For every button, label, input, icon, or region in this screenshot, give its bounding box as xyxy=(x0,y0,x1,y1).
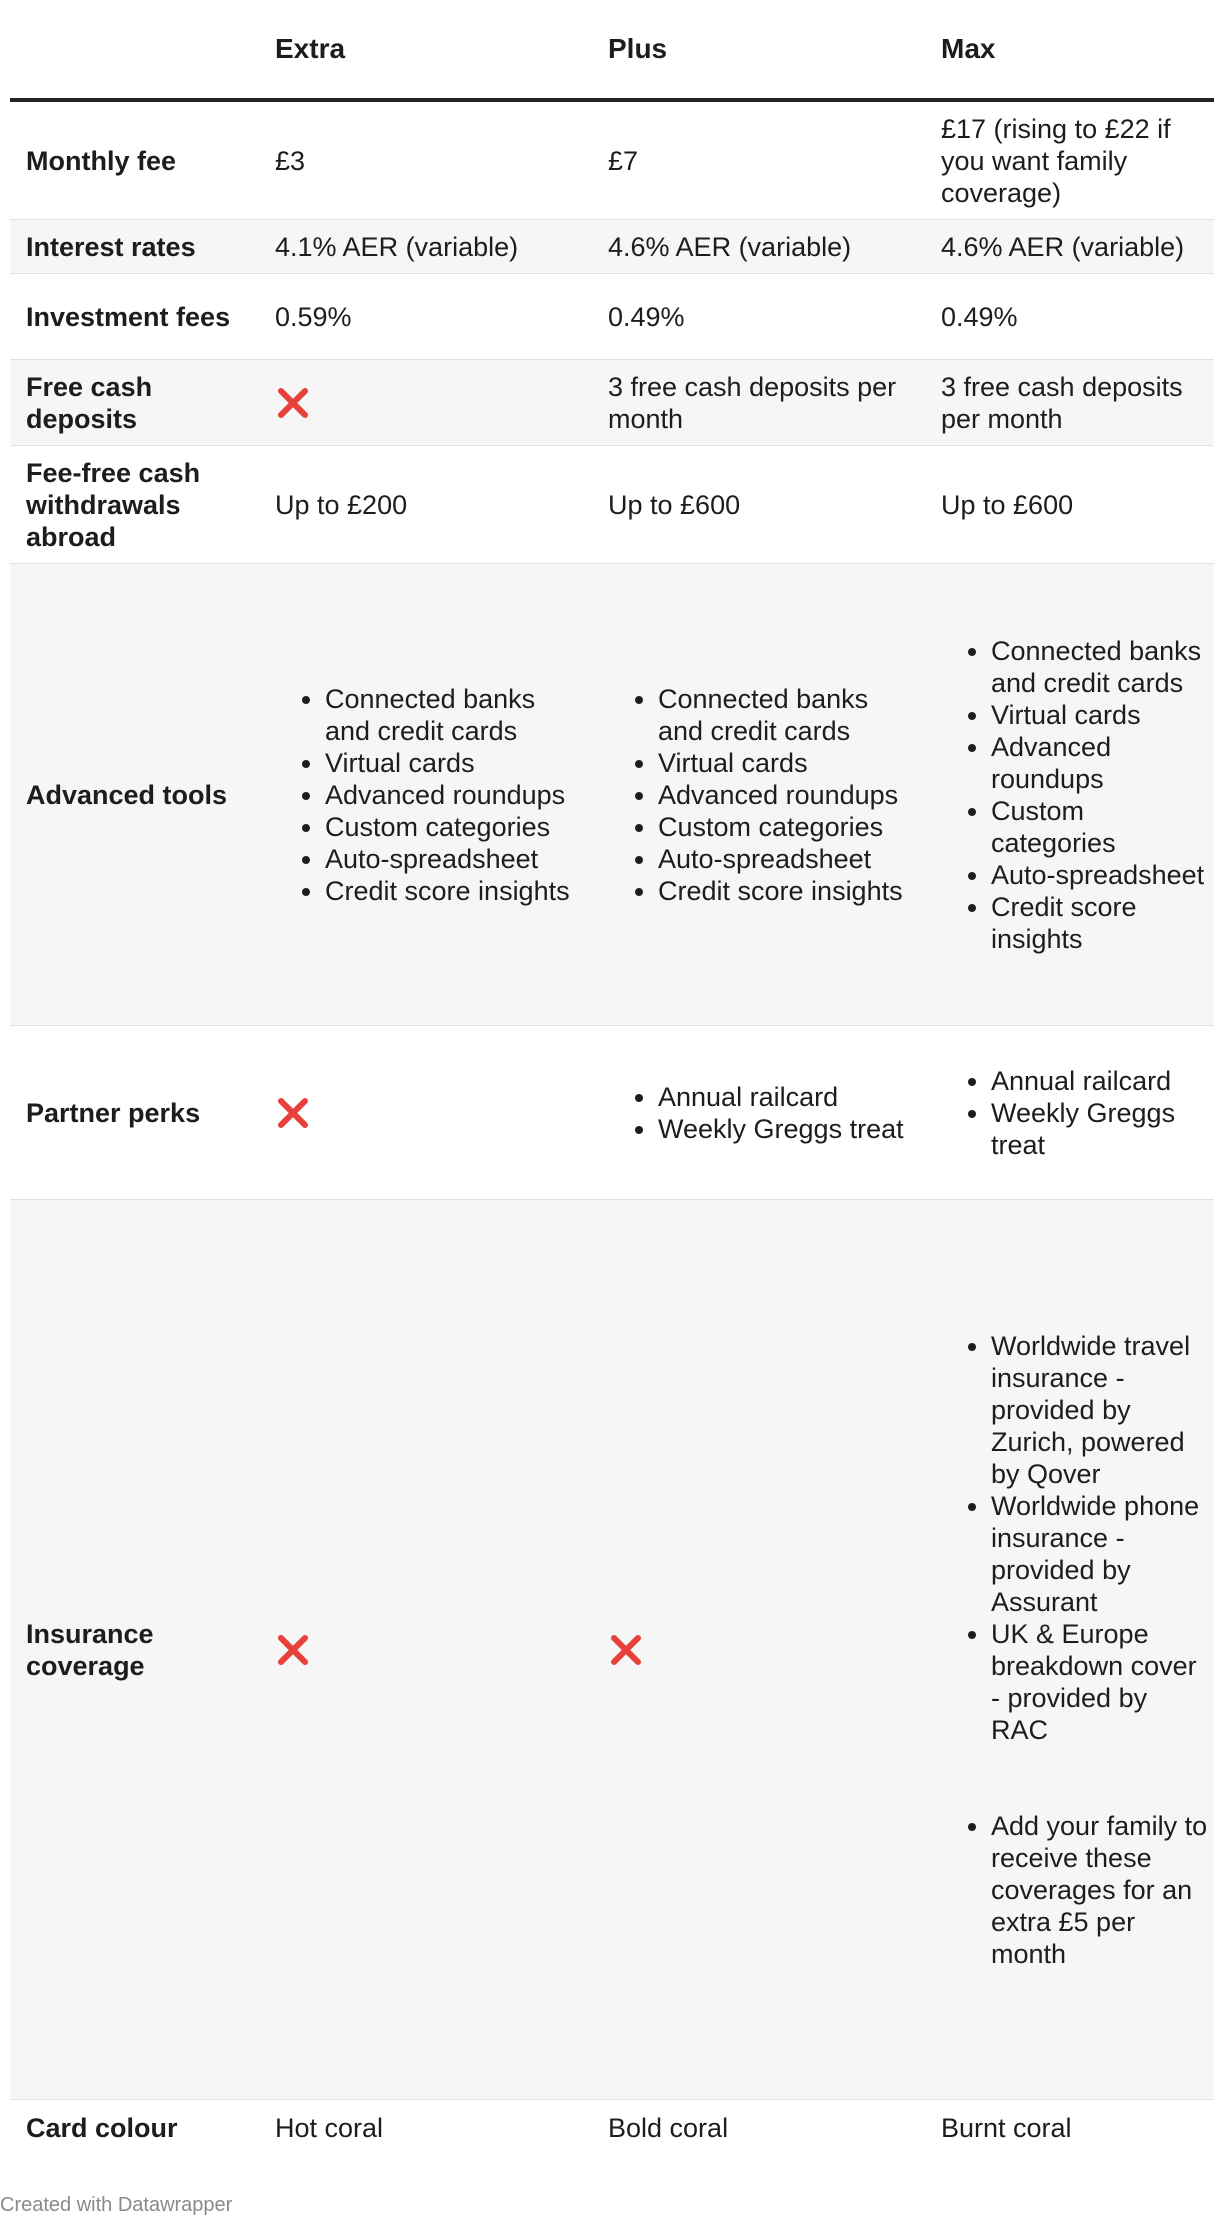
row-label-card-colour: Card colour xyxy=(26,2112,178,2143)
list-item: • Weekly Greggs treat xyxy=(991,1097,1208,1161)
list-item: • Auto-spreadsheet xyxy=(991,859,1208,891)
cell-interest-extra: 4.1% AER (variable) xyxy=(249,220,582,274)
cell-cash-extra xyxy=(249,360,582,446)
cell-colour-extra: Hot coral xyxy=(275,2112,384,2143)
cell-tools-plus xyxy=(582,564,915,1026)
list-item: • Weekly Greggs treat xyxy=(658,1113,909,1145)
table-row-monthly-fee xyxy=(10,100,1214,220)
list-item: • Advanced roundups xyxy=(658,779,909,811)
list-item: • Auto-spreadsheet xyxy=(658,843,909,875)
cell-cash-plus: 3 free cash deposits per month xyxy=(582,360,915,446)
table-row-insurance xyxy=(10,1200,1214,2100)
row-label-monthly-fee: Monthly fee xyxy=(10,100,249,220)
list-item: • Credit score insights xyxy=(325,875,576,907)
cell-insurance-plus xyxy=(582,1200,915,2100)
table-row-investment-fees xyxy=(10,274,1214,360)
list-item: • UK & Europe breakdown cover - provided by RAC xyxy=(991,1618,1208,1746)
table-row-card-colour xyxy=(10,2100,1214,2156)
list-item: • Custom categories xyxy=(991,795,1208,859)
list-item: • Custom categories xyxy=(325,811,576,843)
list-item: • Credit score insights xyxy=(991,891,1208,955)
list-item: • Connected banks and credit cards xyxy=(658,683,909,747)
cell-monthly-fee-max: £17 (rising to £22 if you want family coverage) xyxy=(915,100,1214,220)
cross-icon xyxy=(275,386,309,420)
list-item: • Worldwide phone insurance - provided by Assurant xyxy=(991,1490,1208,1618)
cross-icon xyxy=(275,1096,309,1130)
list-item: • Annual railcard xyxy=(658,1081,909,1113)
datawrapper-credit: Created with Datawrapper xyxy=(0,2194,233,2216)
list-item: • Virtual cards xyxy=(325,747,576,779)
row-label-free-cash-deposits: Free cash deposits xyxy=(10,360,249,446)
list-item: • Connected banks and credit cards xyxy=(325,683,576,747)
list-item: • Custom categories xyxy=(658,811,909,843)
tools-list-extra xyxy=(275,683,576,907)
plan-header-extra: Extra xyxy=(249,0,582,100)
cell-investment-max: 0.49% xyxy=(915,274,1214,360)
table-row-partner-perks xyxy=(10,1026,1214,1200)
row-label-investment-fees: Investment fees xyxy=(10,274,249,360)
cell-interest-plus: 4.6% AER (variable) xyxy=(582,220,915,274)
cell-perks-extra xyxy=(249,1026,582,1200)
row-label-partner-perks: Partner perks xyxy=(10,1026,249,1200)
cell-investment-plus: 0.49% xyxy=(582,274,915,360)
insurance-list-max xyxy=(941,1330,1208,1746)
cell-investment-extra: 0.59% xyxy=(249,274,582,360)
cell-insurance-extra xyxy=(249,1200,582,2100)
table-header-row xyxy=(10,0,1214,100)
list-item: • Connected banks and credit cards xyxy=(991,635,1208,699)
table-row-withdrawals xyxy=(10,446,1214,564)
cell-tools-max xyxy=(915,564,1214,1026)
cross-icon xyxy=(608,1633,642,1667)
row-label-withdrawals: Fee-free cash withdrawals abroad xyxy=(10,446,249,564)
table-row-interest-rates xyxy=(10,220,1214,274)
list-item: • Annual railcard xyxy=(991,1065,1208,1097)
tools-list-plus xyxy=(608,683,909,907)
cell-cash-max: 3 free cash deposits per month xyxy=(915,360,1214,446)
perks-list-plus xyxy=(608,1081,909,1145)
cell-withdraw-extra: Up to £200 xyxy=(249,446,582,564)
cell-interest-max: 4.6% AER (variable) xyxy=(915,220,1214,274)
list-item: • Virtual cards xyxy=(658,747,909,779)
cell-monthly-fee-extra: £3 xyxy=(249,100,582,220)
insurance-family-list-max xyxy=(941,1810,1208,1970)
cell-colour-plus: Bold coral xyxy=(608,2112,729,2143)
perks-list-max xyxy=(941,1065,1208,1161)
list-item: • Virtual cards xyxy=(991,699,1208,731)
cross-icon xyxy=(275,1633,309,1667)
cell-monthly-fee-plus: £7 xyxy=(582,100,915,220)
list-item: • Advanced roundups xyxy=(325,779,576,811)
row-label-advanced-tools: Advanced tools xyxy=(10,564,249,1026)
cell-withdraw-plus: Up to £600 xyxy=(582,446,915,564)
corner-header xyxy=(10,0,249,100)
cell-perks-max xyxy=(915,1026,1214,1200)
plan-header-max: Max xyxy=(915,0,1214,100)
cell-insurance-max xyxy=(915,1200,1214,2100)
list-item: • Credit score insights xyxy=(658,875,909,907)
plan-comparison-table xyxy=(10,0,1214,2155)
cell-perks-plus xyxy=(582,1026,915,1200)
row-label-insurance: Insurance coverage xyxy=(10,1200,249,2100)
tools-list-max xyxy=(941,635,1208,955)
list-item: • Worldwide travel insurance - provided by Zurich, powered by Qover xyxy=(991,1330,1208,1490)
cell-withdraw-max: Up to £600 xyxy=(915,446,1214,564)
table-row-advanced-tools xyxy=(10,564,1214,1026)
cell-tools-extra xyxy=(249,564,582,1026)
list-item: • Advanced roundups xyxy=(991,731,1208,795)
row-label-interest-rates: Interest rates xyxy=(10,220,249,274)
table-row-free-cash-deposits xyxy=(10,360,1214,446)
plan-comparison-table-wrapper xyxy=(10,0,1214,2155)
plan-header-plus: Plus xyxy=(582,0,915,100)
cell-colour-max: Burnt coral xyxy=(941,2112,1072,2143)
list-item: • Auto-spreadsheet xyxy=(325,843,576,875)
list-item: • Add your family to receive these coverages for an extra £5 per month xyxy=(991,1810,1208,1970)
